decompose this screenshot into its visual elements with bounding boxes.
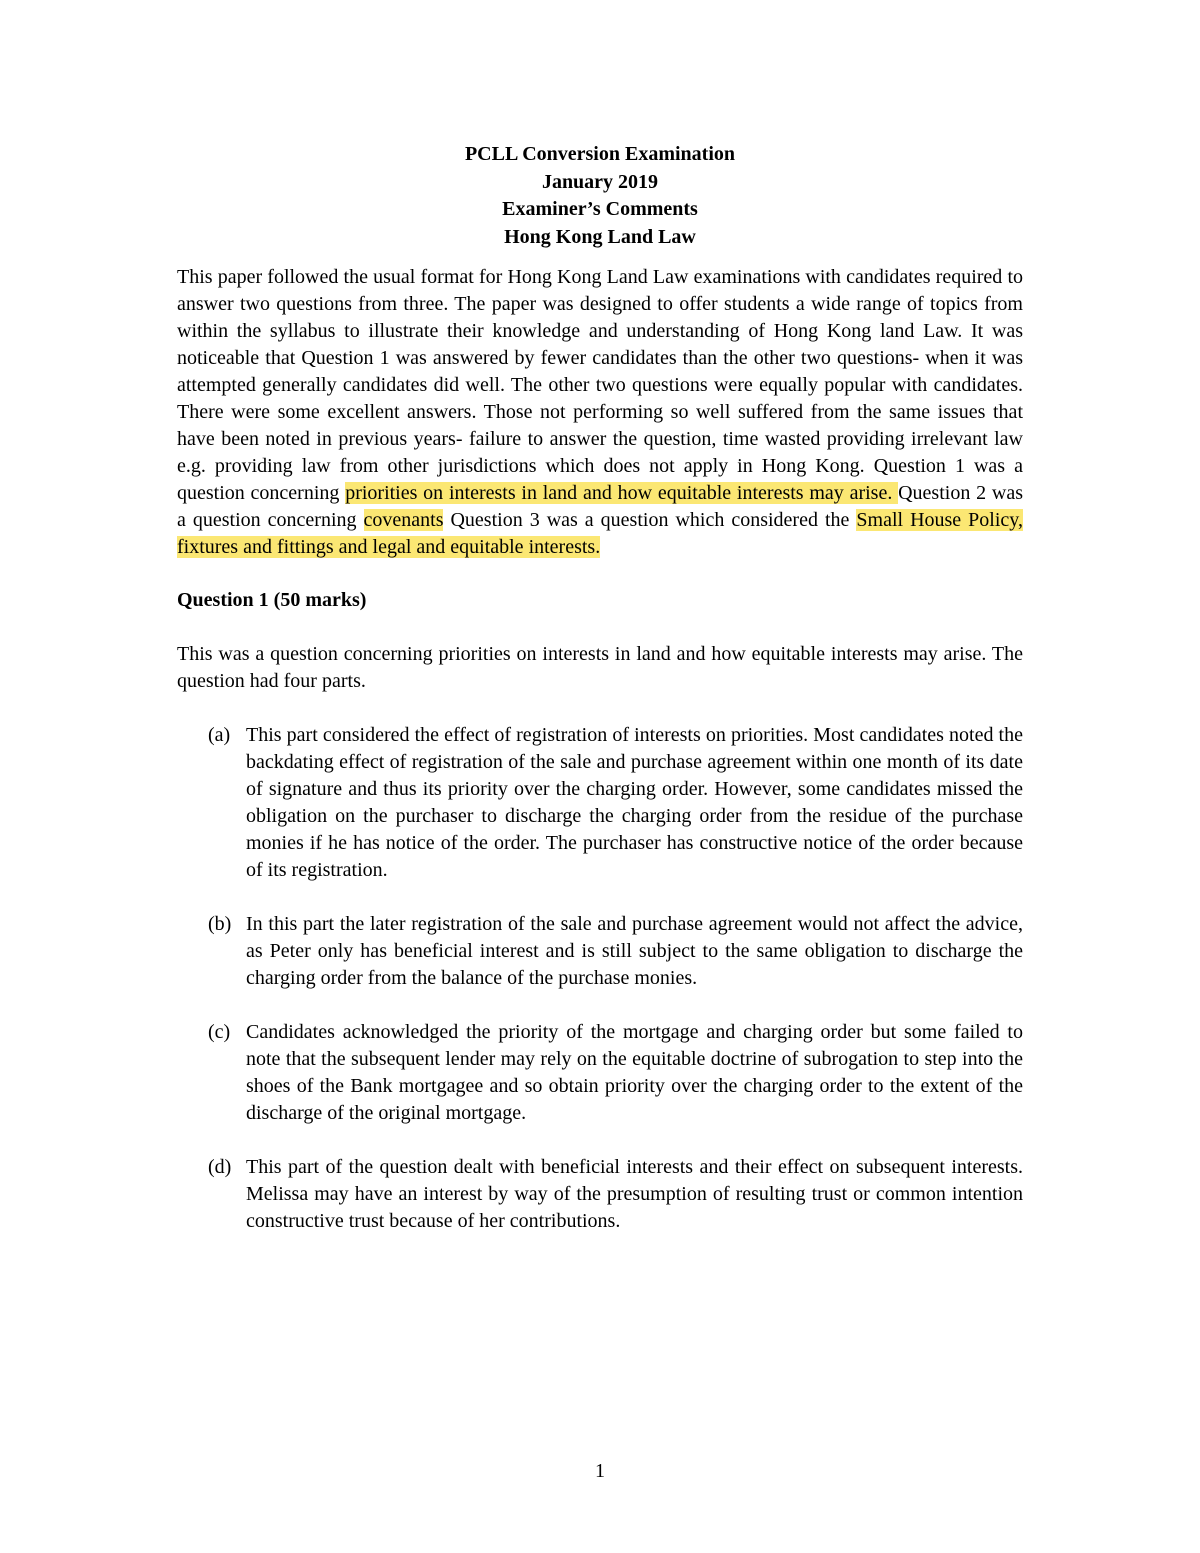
comments-title: Examiner’s Comments [502, 198, 698, 220]
part-label: (b) [208, 913, 232, 935]
intro-paragraph [177, 264, 1023, 561]
part-text: This part considered the effect of registration of interests on priorities. Most candidates noted the backdating effect of registration of the sale and purchase agreement within one month of its date of signature and thus its priority over the charging order. However, some candidates missed the obligation on the purchaser to discharge the charging order from the residue of the purchase monies if he has notice of the order. The purchaser has constructive notice of the order because of its registration. [246, 724, 1023, 881]
intro-highlight-small-house: Small House Policy, fixtures and fittings and legal and equitable interests. [177, 509, 1023, 558]
intro-text-a: This paper followed the usual format for Hong Kong Land Law examinations with candidates required to answer two questions from three. The paper was designed to offer students a wide range of topics from within the syllabus to illustrate their knowledge and understanding of Hong Kong land Law. It was noticeable that Question 1 was answered by fewer candidates than the other two questions- when it was attempted generally candidates did well. The other two questions were equally popular with candidates. There were some excellent answers. Those not performing so well suffered from the same issues that have been noted in previous years- failure to answer the question, time wasted providing irrelevant law e.g. providing law from other jurisdictions which does not apply in Hong Kong. Question 1 was a question concerning [177, 266, 1023, 504]
intro-highlight-covenants: covenants [363, 509, 444, 531]
question-1-heading: Question 1 (50 marks) [177, 589, 367, 611]
question-1-intro: This was a question concerning priorities on interests in land and how equitable interests may arise. The question had four parts. [177, 643, 1023, 692]
page-content [177, 141, 1023, 1262]
part-label: (d) [208, 1156, 232, 1178]
question-1-part-b [177, 911, 1023, 992]
subject-title: Hong Kong Land Law [504, 225, 696, 248]
intro-highlight-priorities: priorities on interests in land and how equitable interests may arise. [345, 482, 899, 504]
document-header [177, 141, 1023, 251]
part-text: Candidates acknowledged the priority of the mortgage and charging order but some failed to note that the subsequent lender may rely on the equitable doctrine of subrogation to step into the shoes of the Bank mortgagee and so obtain priority over the charging order to the extent of the discharge of the original mortgage. [246, 1021, 1023, 1124]
intro-text-c: Question 3 was a question which considered the [443, 509, 857, 531]
question-1-part-d [177, 1154, 1023, 1235]
question-1-part-c [177, 1019, 1023, 1127]
part-text: This part of the question dealt with beneficial interests and their effect on subsequent interests. Melissa may have an interest by way of the presumption of resulting trust or common intention constructive trust because of her contributions. [246, 1156, 1023, 1232]
question-1-part-a [177, 722, 1023, 884]
page-number: 1 [595, 1460, 605, 1482]
intro-text-b: Question 2 was a question concerning [177, 482, 1023, 531]
exam-date: January 2019 [541, 170, 659, 193]
part-label: (c) [208, 1021, 231, 1043]
part-label: (a) [208, 724, 231, 746]
part-text: In this part the later registration of the sale and purchase agreement would not affect the advice, as Peter only has beneficial interest and is still subject to the same obligation to discharge the charging order from the balance of the purchase monies. [246, 913, 1023, 989]
question-1-parts [177, 722, 1023, 1235]
exam-title: PCLL Conversion Examination [464, 143, 736, 165]
